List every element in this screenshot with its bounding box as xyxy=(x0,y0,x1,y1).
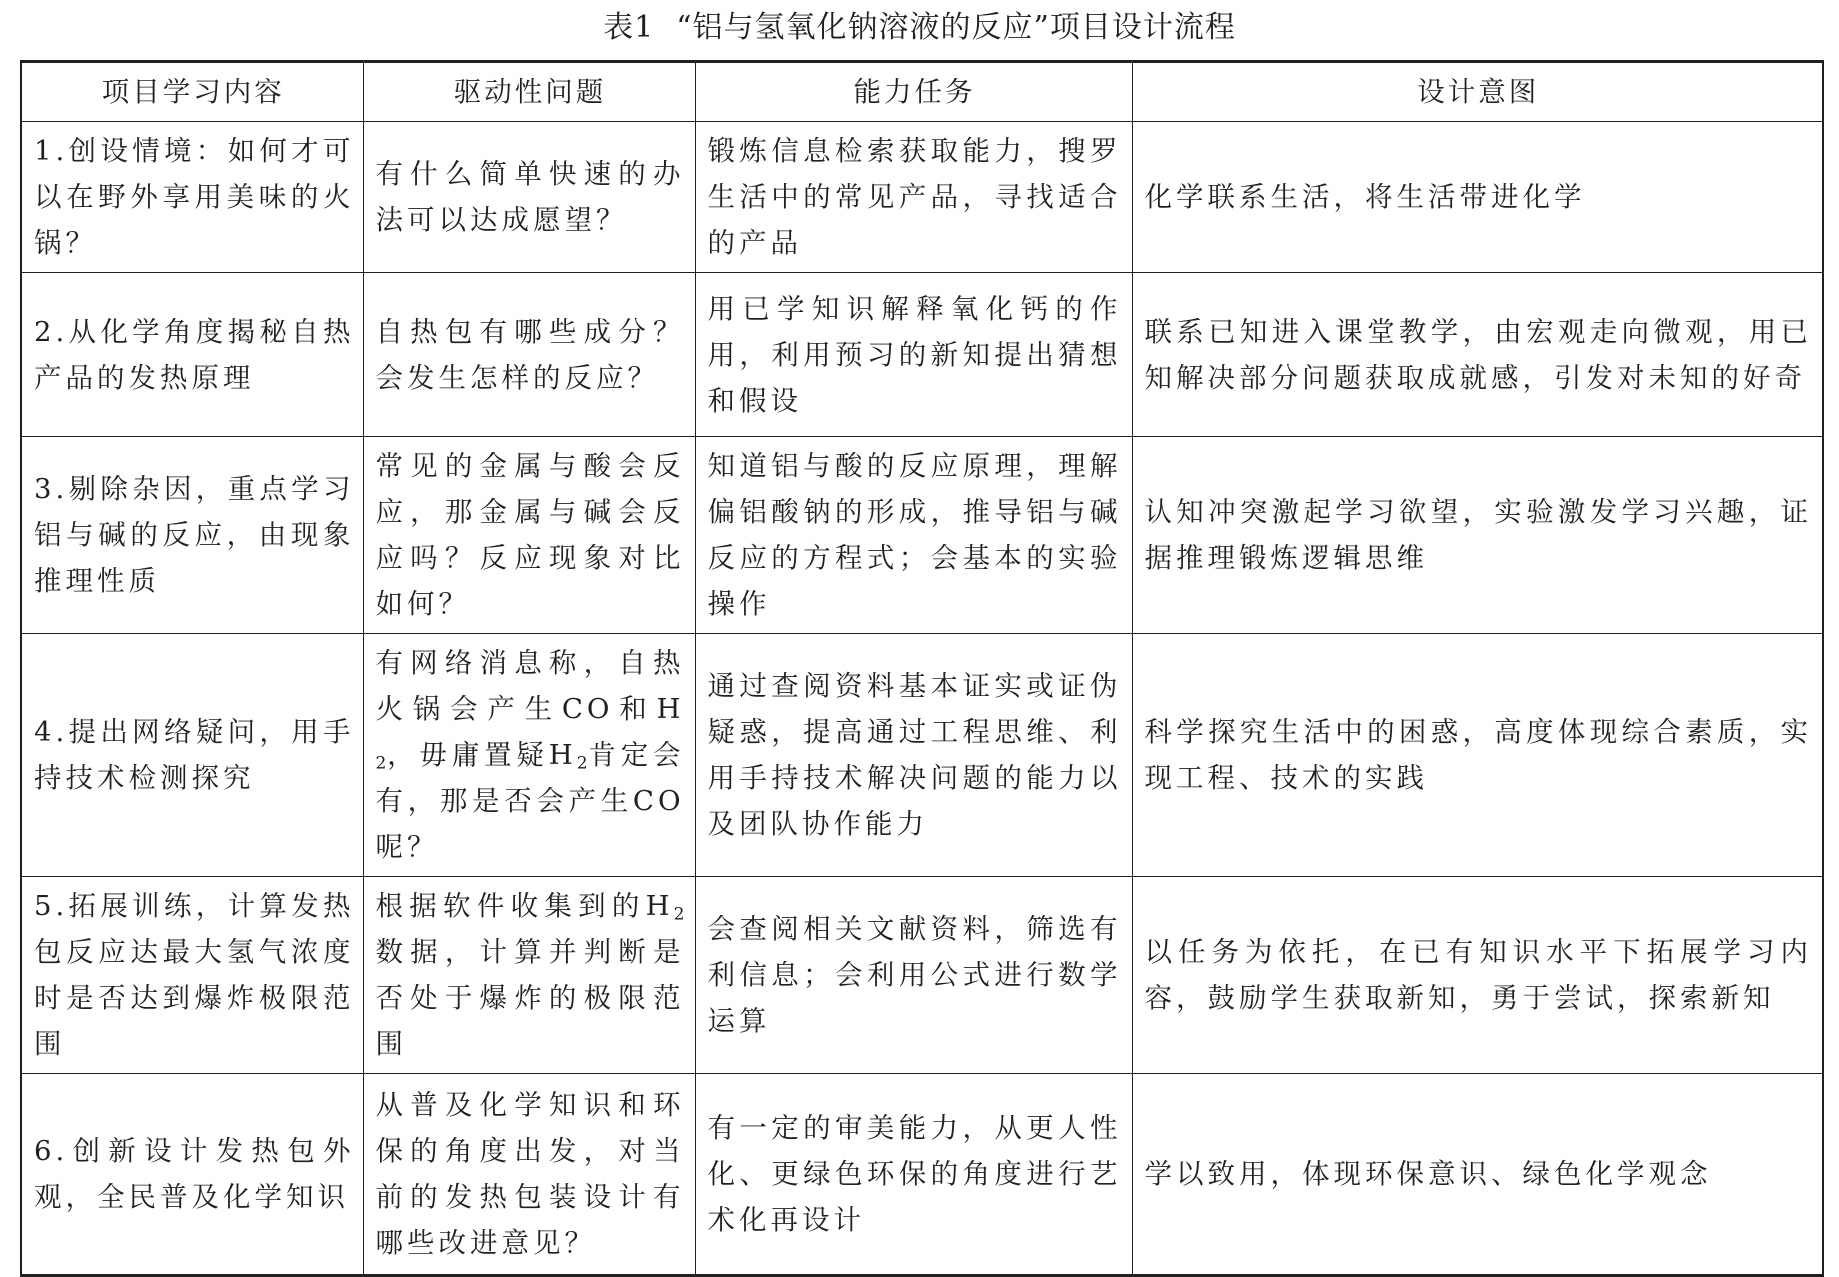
row-task: 会查阅相关文献资料，筛选有利信息；会利用公式进行数学运算 xyxy=(695,877,1132,1074)
header-question: 驱动性问题 xyxy=(363,62,695,122)
row-intent: 学以致用，体现环保意识、绿色化学观念 xyxy=(1132,1074,1823,1276)
header-row xyxy=(21,62,1823,122)
subscript-2: 2 xyxy=(375,753,387,774)
question-text: 根据软件收集到的H xyxy=(375,890,674,922)
row-task: 知道铝与酸的反应原理，理解偏铝酸钠的形成，推导铝与碱反应的方程式；会基本的实验操作 xyxy=(695,437,1132,634)
table-row xyxy=(21,437,1823,634)
row-intent: 联系已知进入课堂教学，由宏观走向微观，用已知解决部分问题获取成就感，引发对未知的好奇 xyxy=(1132,273,1823,437)
table-title: “铝与氢氧化钠溶液的反应”项目设计流程 xyxy=(676,10,1236,45)
row-content: 4.提出网络疑问，用手持技术检测探究 xyxy=(21,634,363,877)
row-content: 1.创设情境：如何才可以在野外享用美味的火锅？ xyxy=(21,122,363,273)
row-question xyxy=(363,634,695,877)
table-row xyxy=(21,273,1823,437)
row-intent: 以任务为依托，在已有知识水平下拓展学习内容，鼓励学生获取新知，勇于尝试，探索新知 xyxy=(1132,877,1823,1074)
header-task: 能力任务 xyxy=(695,62,1132,122)
row-intent: 科学探究生活中的困惑，高度体现综合素质，实现工程、技术的实践 xyxy=(1132,634,1823,877)
question-text: 肯定会有，那是否会产生CO呢？ xyxy=(375,739,685,863)
row-question: 从普及化学知识和环保的角度出发，对当前的发热包装设计有哪些改进意见？ xyxy=(363,1074,695,1276)
subscript-2: 2 xyxy=(576,753,588,774)
row-task: 用已学知识解释氧化钙的作用，利用预习的新知提出猜想和假设 xyxy=(695,273,1132,437)
row-content: 6.创新设计发热包外观，全民普及化学知识 xyxy=(21,1074,363,1276)
header-intent: 设计意图 xyxy=(1132,62,1823,122)
row-content: 2.从化学角度揭秘自热产品的发热原理 xyxy=(21,273,363,437)
header-content: 项目学习内容 xyxy=(21,62,363,122)
row-question: 自热包有哪些成分？会发生怎样的反应？ xyxy=(363,273,695,437)
row-question: 有什么简单快速的办法可以达成愿望？ xyxy=(363,122,695,273)
row-content: 5.拓展训练，计算发热包反应达最大氢气浓度时是否达到爆炸极限范围 xyxy=(21,877,363,1074)
project-design-table xyxy=(20,60,1824,1277)
table-row xyxy=(21,122,1823,273)
row-task: 锻炼信息检索获取能力，搜罗生活中的常见产品，寻找适合的产品 xyxy=(695,122,1132,273)
row-question: 常见的金属与酸会反应，那金属与碱会反应吗？反应现象对比如何？ xyxy=(363,437,695,634)
row-intent: 化学联系生活，将生活带进化学 xyxy=(1132,122,1823,273)
table-row xyxy=(21,877,1823,1074)
subscript-2: 2 xyxy=(673,904,685,925)
table-number: 表1 xyxy=(603,10,655,45)
question-text: 数据，计算并判断是否处于爆炸的极限范围 xyxy=(375,936,685,1060)
table-row xyxy=(21,634,1823,877)
table-caption xyxy=(0,6,1839,50)
question-text: 有网络消息称，自热火锅会产生CO和H xyxy=(375,647,685,725)
row-task: 通过查阅资料基本证实或证伪疑惑，提高通过工程思维、利用手持技术解决问题的能力以及团队协作能力 xyxy=(695,634,1132,877)
question-text: ，毋庸置疑H xyxy=(386,739,577,771)
row-content: 3.剔除杂因，重点学习铝与碱的反应，由现象推理性质 xyxy=(21,437,363,634)
table-row xyxy=(21,1074,1823,1276)
row-intent: 认知冲突激起学习欲望，实验激发学习兴趣，证据推理锻炼逻辑思维 xyxy=(1132,437,1823,634)
row-task: 有一定的审美能力，从更人性化、更绿色环保的角度进行艺术化再设计 xyxy=(695,1074,1132,1276)
row-question xyxy=(363,877,695,1074)
